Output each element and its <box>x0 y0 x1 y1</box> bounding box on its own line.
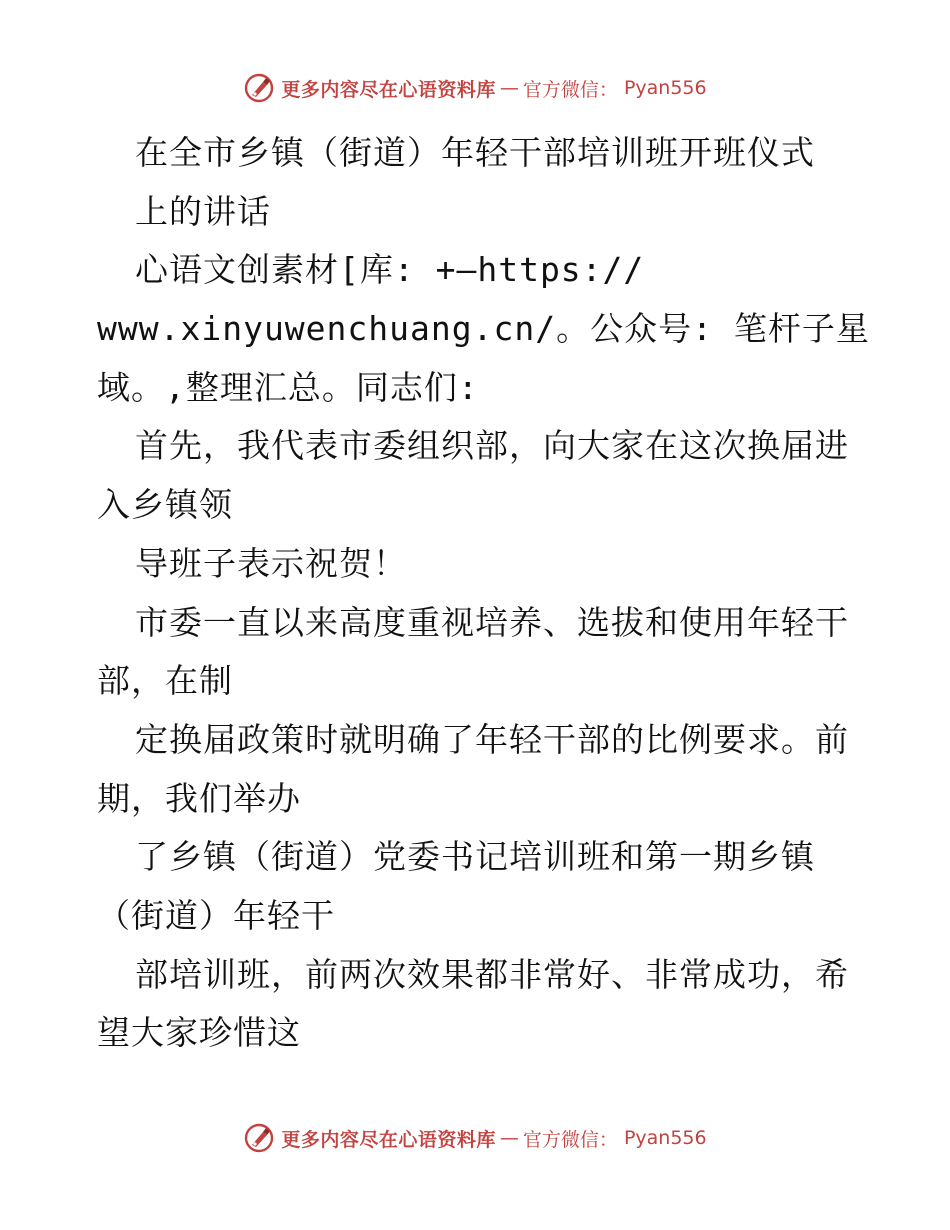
footer-watermark-banner <box>0 1122 950 1154</box>
paragraph-line: 入乡镇领 <box>97 485 233 525</box>
paragraph-line: 导班子表示祝贺！ <box>135 543 407 583</box>
paragraph-line: 市委一直以来高度重视培养、选拔和使用年轻干 <box>135 602 849 642</box>
document-title-line-2: 上的讲话 <box>135 191 271 231</box>
paragraph-line: 首先，我代表市委组织部，向大家在这次换届进 <box>135 426 849 466</box>
paragraph-line: 心语文创素材[库: +—https:// <box>135 250 645 290</box>
paragraph-line: 期，我们举办 <box>97 778 301 818</box>
banner-dash: — <box>499 77 519 99</box>
pen-nib-logo-icon <box>243 72 275 104</box>
paragraph-line: 部培训班，前两次效果都非常好、非常成功，希 <box>135 954 849 994</box>
paragraph-line: 域。,整理汇总。同志们: <box>97 367 479 407</box>
banner-wechat-label: 官方微信： <box>522 78 618 101</box>
banner-brand-text: 更多内容尽在心语资料库 <box>281 1128 496 1151</box>
paragraph-line: 望大家珍惜这 <box>97 1013 301 1053</box>
header-watermark-banner <box>0 72 950 104</box>
document-body <box>97 124 887 1063</box>
banner-wechat-label: 官方微信： <box>522 1128 618 1151</box>
document-title-line-1: 在全市乡镇（街道）年轻干部培训班开班仪式 <box>135 133 815 172</box>
paragraph-line: www.xinyuwenchuang.cn/。公众号: 笔杆子星 <box>97 309 870 349</box>
paragraph-line: 了乡镇（街道）党委书记培训班和第一期乡镇 <box>135 837 815 877</box>
pen-nib-logo-icon <box>243 1122 275 1154</box>
paragraph-line: 定换届政策时就明确了年轻干部的比例要求。前 <box>135 719 849 759</box>
banner-wechat-id: Pyan556 <box>623 1127 707 1149</box>
paragraph-line: 部，在制 <box>97 661 233 701</box>
banner-wechat-id: Pyan556 <box>623 77 707 99</box>
banner-brand-text: 更多内容尽在心语资料库 <box>281 78 496 101</box>
banner-dash: — <box>499 1127 519 1149</box>
paragraph-line: （街道）年轻干 <box>97 895 335 935</box>
